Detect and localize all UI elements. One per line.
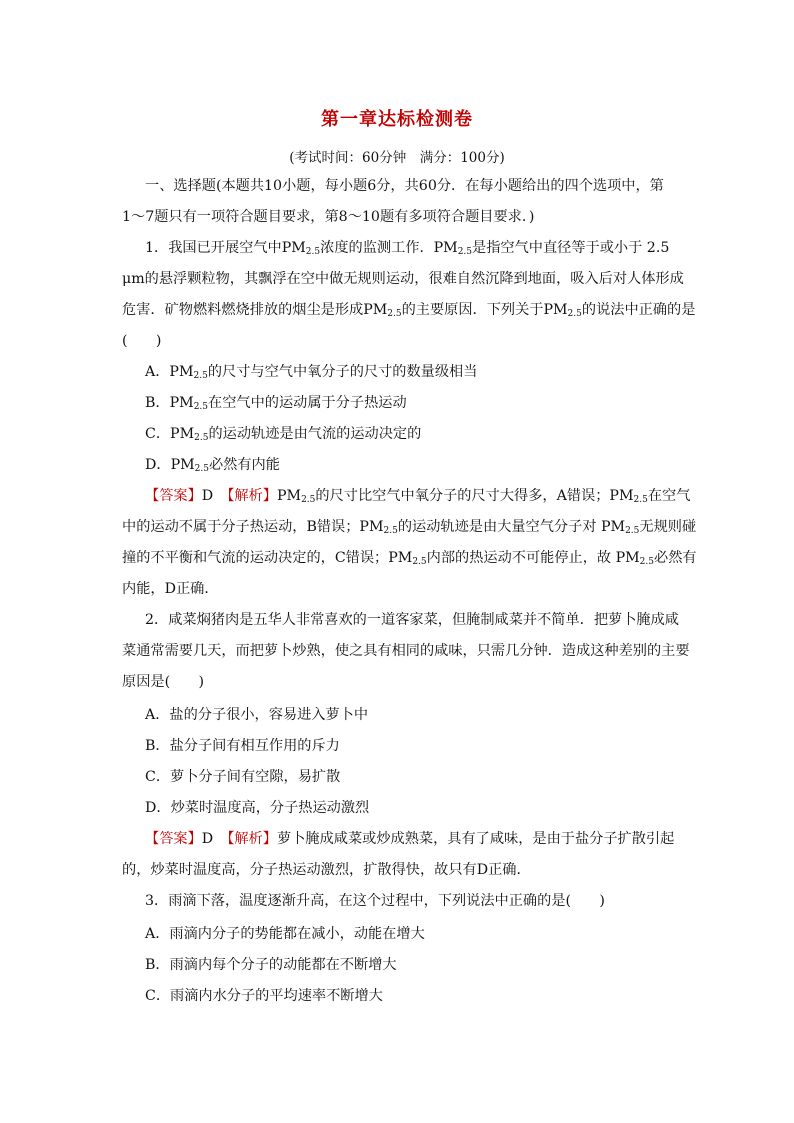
q1-explanation-line: 中的运动不属于分子热运动，B错误；$PM_{2.5}$的运动轨迹是由大量空气分子对 $PM_{2.5}$无规则碰 <box>122 519 697 536</box>
q3-option-b: B．雨滴内每个分子的动能都在不断增大 <box>145 957 397 973</box>
section-heading: 一、选择题(本题共10小题，每小题6分，共60分．在每小题给出的四个选项中，第 <box>145 178 664 194</box>
q2-explanation-line: 的，炒菜时温度高，分子热运动激烈，扩散得快，故只有D正确． <box>122 862 531 878</box>
q1-option-a: A．$PM_{2.5}$的尺寸与空气中氧分子的尺寸的数量级相当 <box>145 364 478 381</box>
page-title: 第一章达标检测卷 <box>321 109 473 130</box>
explanation-tag: 【解析】 <box>227 831 277 847</box>
q2-explanation: 【答案】D 【解析】萝卜腌成咸菜或炒成熟菜，具有了咸味，是由于盐分子扩散引起 <box>145 831 675 847</box>
q2-option-a: A．盐的分子很小，容易进入萝卜中 <box>145 707 369 723</box>
q3-option-c: C．雨滴内水分子的平均速率不断增大 <box>145 988 383 1004</box>
q3-stem-line: 3．雨滴下落，温度逐渐升高，在这个过程中，下列说法中正确的是( ) <box>145 893 605 909</box>
q2-stem-line: 菜通常需要几天，而把萝卜炒熟，使之具有相同的咸味，只需几分钟．造成这种差别的主要 <box>122 643 690 659</box>
q1-option-c: C．$PM_{2.5}$的运动轨迹是由气流的运动决定的 <box>145 426 422 443</box>
q2-option-d: D．炒菜时温度高，分子热运动激烈 <box>145 800 370 816</box>
q1-stem-line: μm的悬浮颗粒物，其飘浮在空中做无规则运动，很难自然沉降到地面，吸入后对人体形成 <box>122 271 684 287</box>
q2-option-c: C．萝卜分子间有空隙，易扩散 <box>145 769 341 785</box>
answer-tag: 【答案】 <box>145 831 202 847</box>
q1-stem-line: 1．我国已开展空气中$PM_{2.5}$浓度的监测工作．$PM_{2.5}$是指空气中直径等于或小于 2.5 <box>145 240 670 257</box>
q2-stem-line: 原因是( ) <box>122 674 205 690</box>
q2-option-b: B．盐分子间有相互作用的斥力 <box>145 738 340 754</box>
exam-info: (考试时间：60分钟 满分：100分) <box>289 150 505 166</box>
explanation-tag: 【解析】 <box>227 488 277 504</box>
q1-answer-blank: ( ) <box>122 333 162 349</box>
q1-option-b: B．$PM_{2.5}$在空气中的运动属于分子热运动 <box>145 395 407 412</box>
q1-explanation-line: 内能，D正确． <box>122 581 219 597</box>
q1-option-d: D．$PM_{2.5}$必然有内能 <box>145 457 280 474</box>
q1-stem-line: 危害．矿物燃料燃烧排放的烟尘是形成$PM_{2.5}$的主要原因．下列关于$PM_{2.5}$的说法中正确的是 <box>122 302 696 319</box>
section-heading-cont: 1～7题只有一项符合题目要求，第8～10题有多项符合题目要求．) <box>122 209 535 225</box>
q2-stem-line: 2．咸菜焖猪肉是五华人非常喜欢的一道客家菜，但腌制咸菜并不简单．把萝卜腌成咸 <box>145 612 679 628</box>
q1-explanation-line: 撞的不平衡和气流的运动决定的，C错误；$PM_{2.5}$内部的热运动不可能停止，故 $PM_{2.5}$必然有 <box>122 550 697 567</box>
answer-tag: 【答案】 <box>145 488 202 504</box>
q3-option-a: A．雨滴内分子的势能都在减小，动能在增大 <box>145 926 425 942</box>
q1-explanation: 【答案】D 【解析】$PM_{2.5}$的尺寸比空气中氧分子的尺寸大得多，A错误；$PM_{2.5}$在空气 <box>145 488 691 505</box>
